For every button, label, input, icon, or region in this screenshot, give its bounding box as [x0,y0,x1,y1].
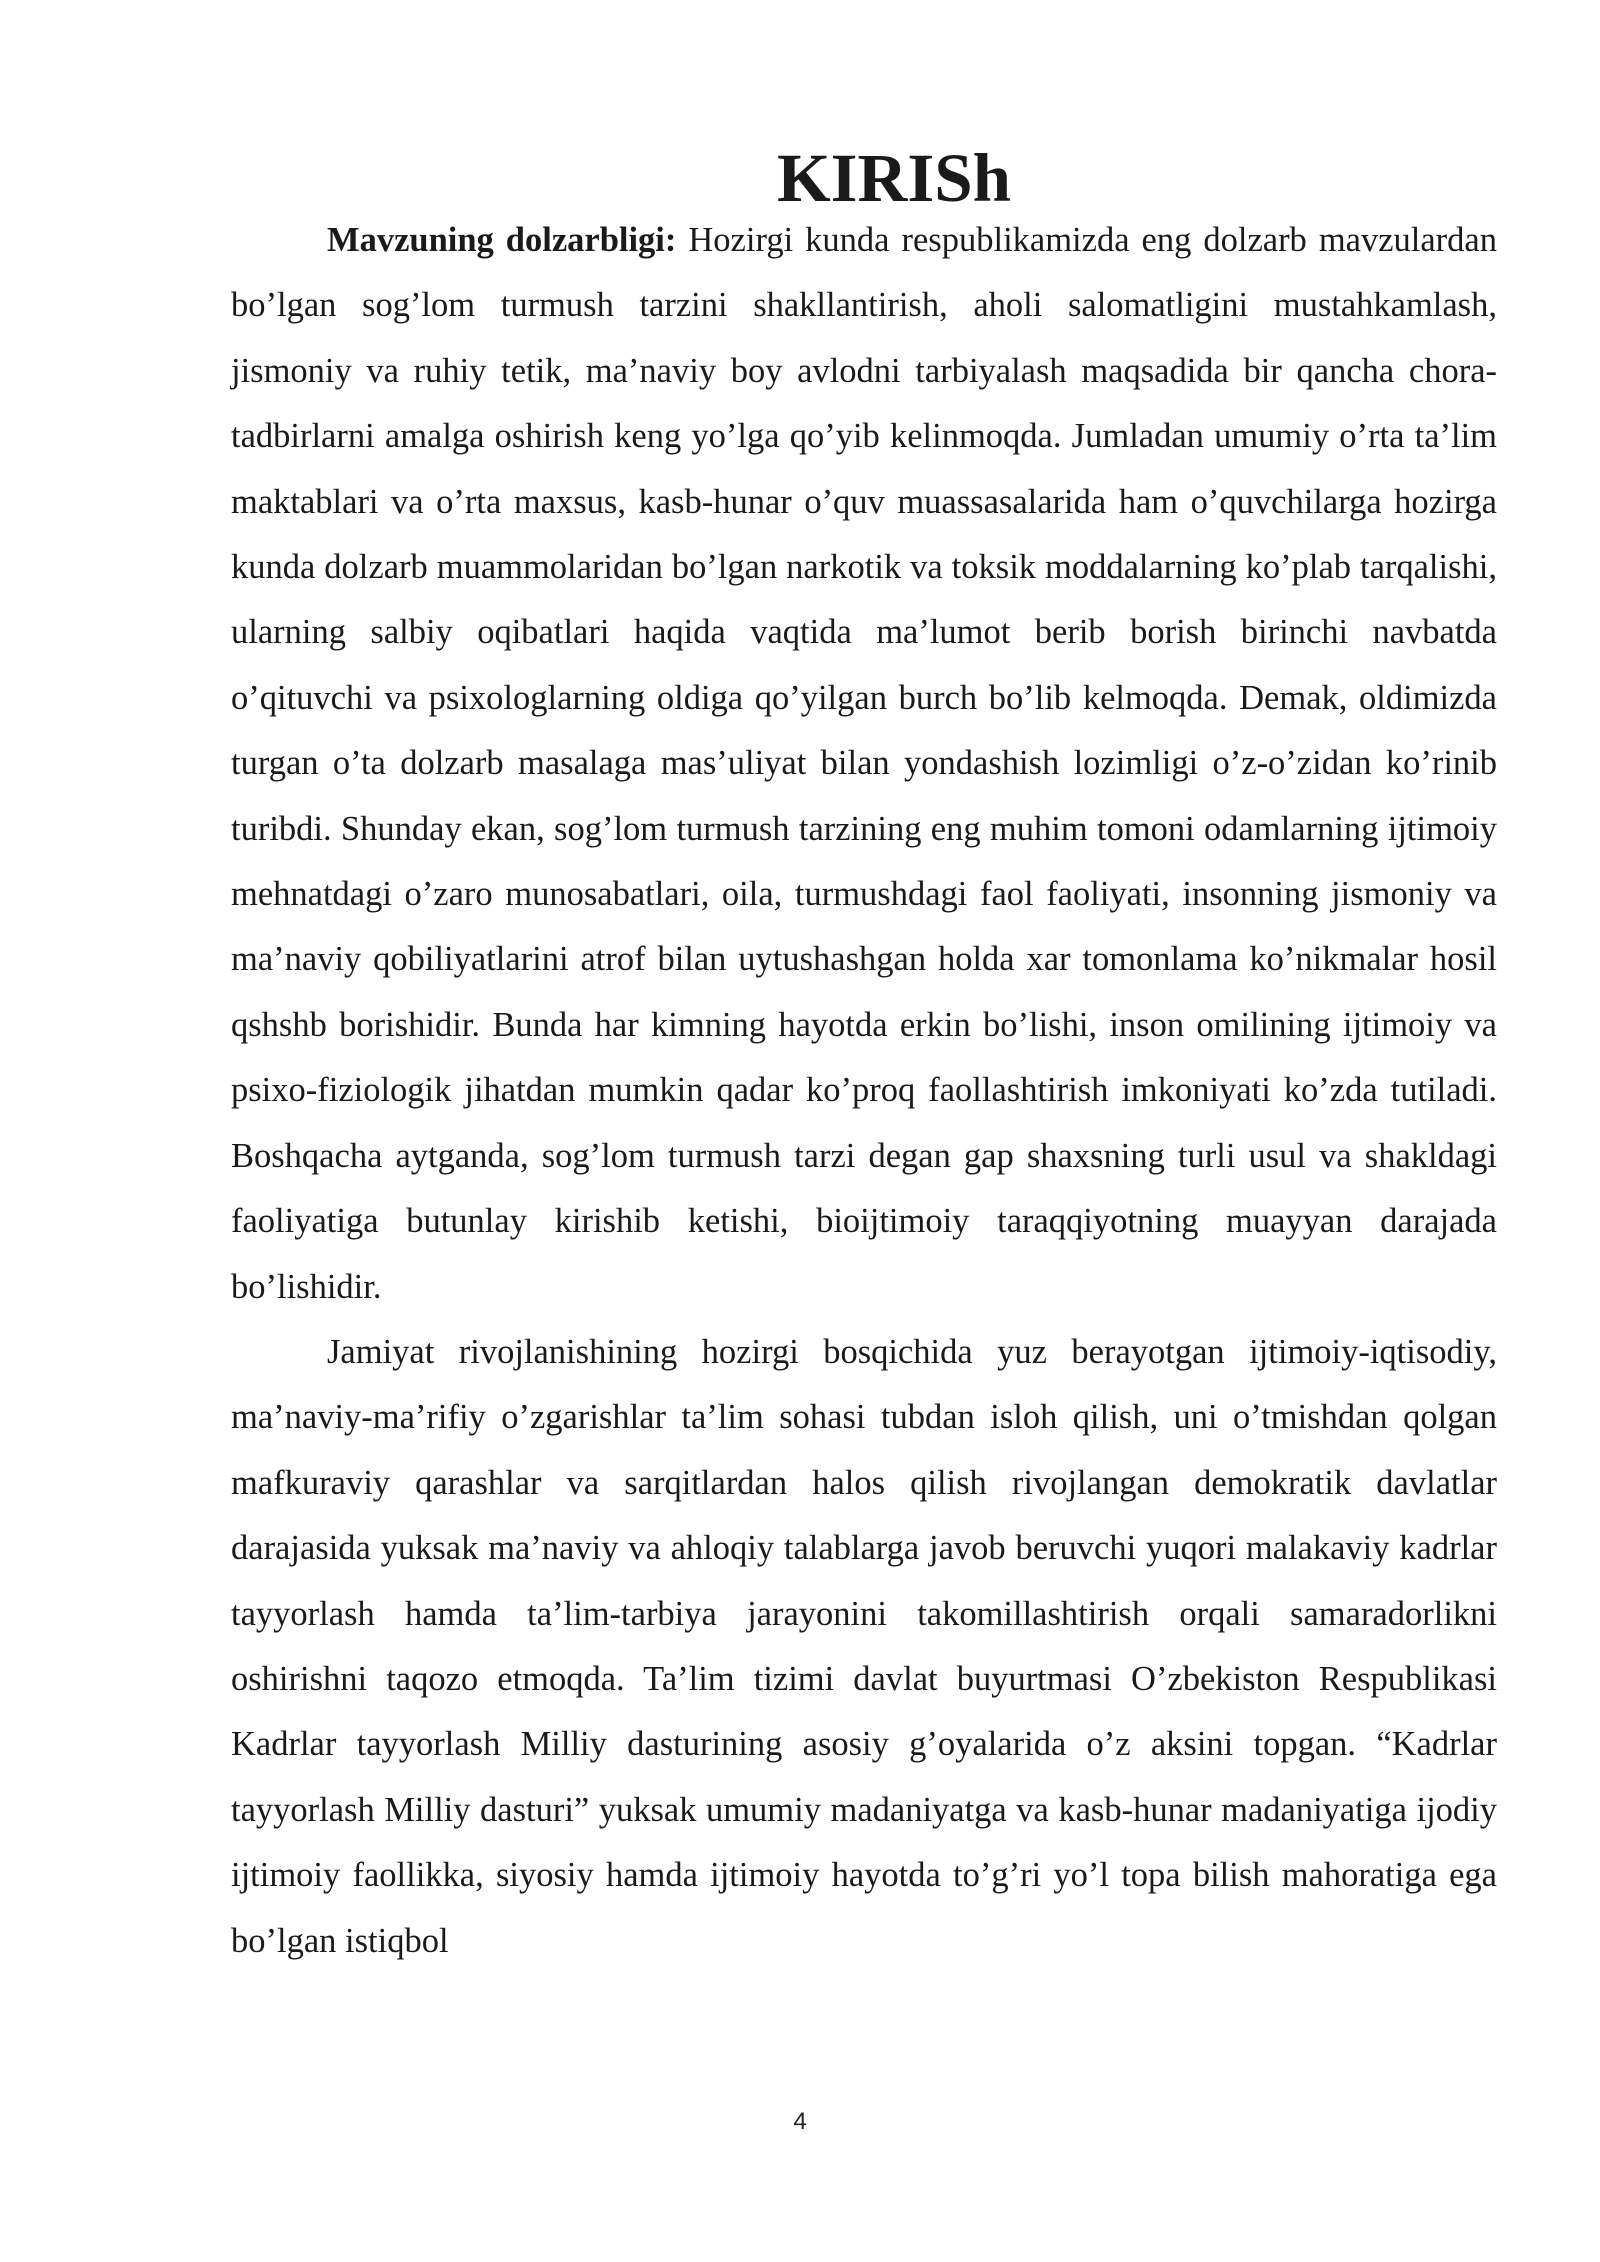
paragraph-text: Hozirgi kunda respublikamizda eng dolzarb mavzulardan bo’lgan sog’lom turmush tarzini shakllantirish, aholi salomatligini mustahkamlash, jismoniy va ruhiy tetik, ma’naviy boy avlodni tarbiyalash maqsadida bir qancha chora-tadbirlarni amalga oshirish keng yo’lga qo’yib kelinmoqda. Jumladan umumiy o’rta ta’lim maktablari va o’rta maxsus, kasb-hunar o’quv muassasalarida ham o’quvchilarga hozirga kunda dolzarb muammolaridan bo’lgan narkotik va toksik moddalarning ko’plab tarqalishi, ularning salbiy oqibatlari haqida vaqtida ma’lumot berib borish birinchi navbatda o’qituvchi va psixologlarning oldiga qo’yilgan burch bo’lib kelmoqda. Demak, oldimizda turgan o’ta dolzarb masalaga mas’uliyat bilan yondashish lozimligi o’z-o’zidan ko’rinib turibdi. Shunday ekan, sog’lom turmush tarzining eng muhim tomoni odamlarning ijtimoiy mehnatdagi o’zaro munosabatlari, oila, turmushdagi faol faoliyati, insonning jismoniy va ma’naviy qobiliyatlarini atrof bilan uytushashgan holda xar tomonlama ko’nikmalar hosil qshshb borishidir. Bunda har kimning hayotda erkin bo’lishi, inson omilining ijtimoiy va psixo-fiziologik jihatdan mumkin qadar ko’proq faollashtirish imkoniyati ko’zda tutiladi. Boshqacha aytganda, sog’lom turmush tarzi degan gap shaxsning turli usul va shakldagi faoliyatiga butunlay kirishib ketishi, bioijtimoiy taraqqiyotning muayyan darajada bo’lishidir. [231,221,1497,1306]
page-body [231,140,1497,1974]
paragraph-relevance [231,208,1497,1320]
paragraph-lead: Mavzuning dolzarbligi: [327,221,677,259]
section-heading: KIRISh [777,140,1011,216]
page-number: 4 [793,2108,807,2135]
paragraph-society [231,1320,1497,1974]
paragraph-text: Jamiyat rivojlanishining hozirgi bosqichida yuz berayotgan ijtimoiy-iqtisodiy, ma’naviy-ma’rifiy o’zgarishlar ta’lim sohasi tubdan isloh qilish, uni o’tmishdan qolgan mafkuraviy qarashlar va sarqitlardan halos qilish rivojlangan demokratik davlatlar darajasida yuksak ma’naviy va ahloqiy talablarga javob beruvchi yuqori malakaviy kadrlar tayyorlash hamda ta’lim-tarbiya jarayonini takomillashtirish orqali samaradorlikni oshirishni taqozo etmoqda. Ta’lim tizimi davlat buyurtmasi O’zbekiston Respublikasi Kadrlar tayyorlash Milliy dasturining asosiy g’oyalarida o’z aksini topgan. “Kadrlar tayyorlash Milliy dasturi” yuksak umumiy madaniyatga va kasb-hunar madaniyatiga ijodiy ijtimoiy faollikka, siyosiy hamda ijtimoiy hayotda to’g’ri yo’l topa bilish mahoratiga ega bo’lgan istiqbol [231,1332,1497,1960]
